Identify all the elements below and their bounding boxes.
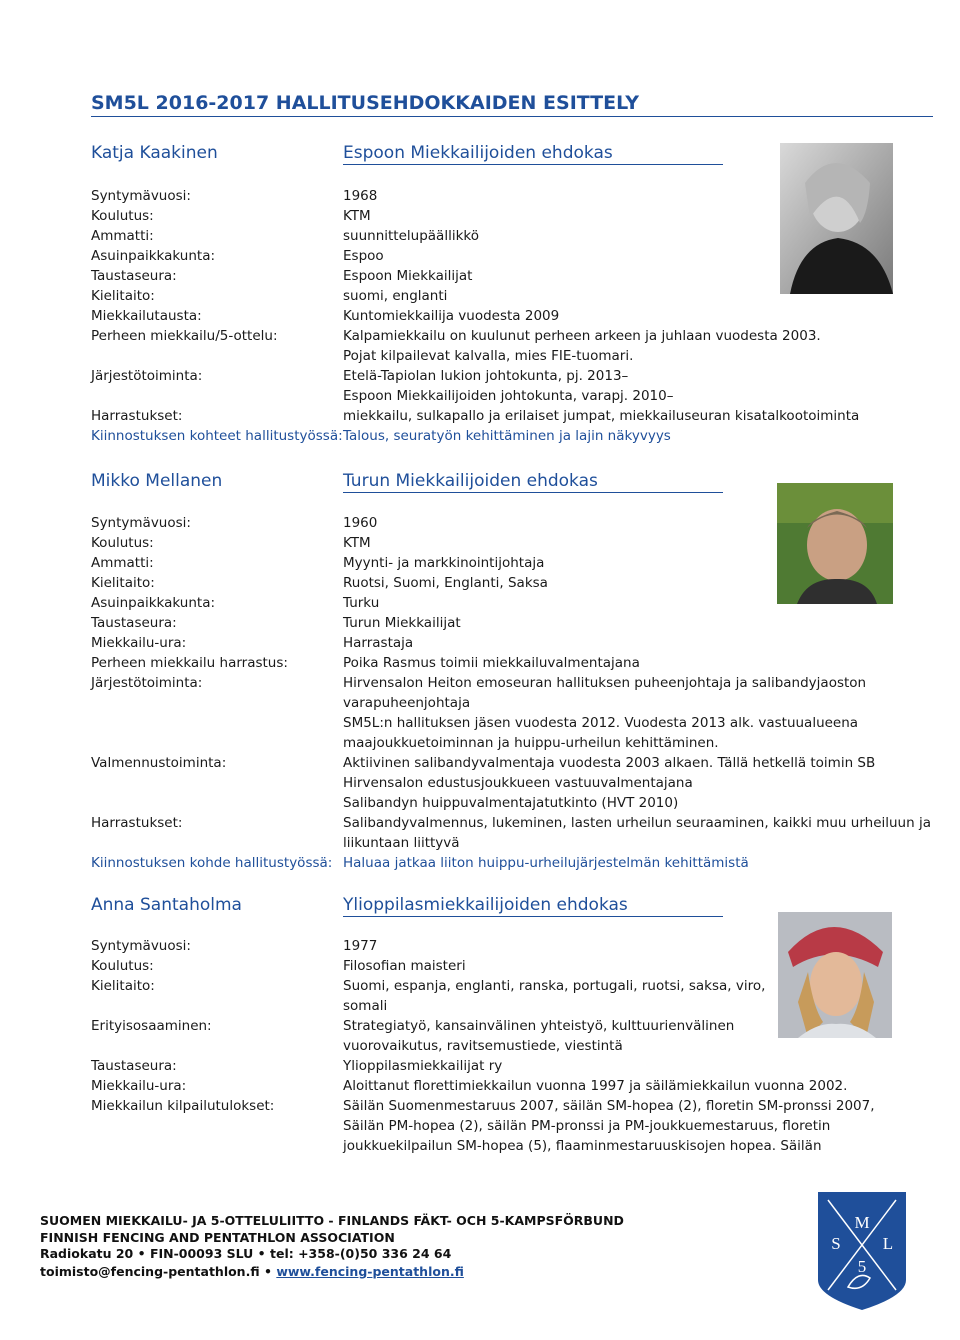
detail-label: Miekkailun kilpailutulokset:	[91, 1098, 275, 1114]
detail-label: Perheen miekkailu harrastus:	[91, 655, 288, 671]
footer-website-link[interactable]: www.fencing-pentathlon.fi	[276, 1264, 464, 1279]
logo-letter-m: M	[854, 1213, 870, 1232]
detail-value: Espoo	[343, 248, 384, 264]
logo-letter-5: 5	[857, 1257, 867, 1276]
detail-value: Säilän Suomenmestaruus 2007, säilän SM-hopea (2), floretin SM-pronssi 2007,	[343, 1098, 875, 1114]
sm5l-logo-graphic	[818, 1192, 906, 1310]
detail-value: 1977	[343, 938, 378, 954]
detail-label: Ammatti:	[91, 555, 154, 571]
detail-value: Turun Miekkailijat	[343, 615, 461, 631]
detail-value: maajoukkuetoiminnan ja huippu-urheilun kehittäminen.	[343, 735, 719, 751]
detail-value: suomi, englanti	[343, 288, 448, 304]
detail-value: Harrastaja	[343, 635, 414, 651]
detail-value: Salibandyvalmennus, lukeminen, lasten urheilun seuraaminen, kaikki muu urheiluun ja	[343, 815, 931, 831]
footer-contact	[40, 1264, 464, 1279]
logo-letter-s: S	[831, 1234, 841, 1253]
candidate-name: Katja Kaakinen	[91, 143, 218, 163]
detail-label: Järjestötoiminta:	[91, 368, 203, 384]
detail-value: Haluaa jatkaa liiton huippu-urheilujärjestelmän kehittämistä	[343, 855, 749, 871]
detail-value: Pojat kilpailevat kalvalla, mies FIE-tuomari.	[343, 348, 634, 364]
candidate-club: Espoon Miekkailijoiden ehdokas	[343, 143, 723, 165]
detail-label: Kielitaito:	[91, 978, 155, 994]
detail-value: Turku	[343, 595, 380, 611]
detail-label: Miekkailu-ura:	[91, 635, 187, 651]
detail-value: Aloittanut florettimiekkailun vuonna 1997 ja säilämiekkailun vuonna 2002.	[343, 1078, 848, 1094]
detail-value: vuorovaikutus, ravitsemustiede, viestintä	[343, 1038, 623, 1054]
detail-value: Espoon Miekkailijoiden johtokunta, varapj. 2010–	[343, 388, 674, 404]
candidate-club: Ylioppilasmiekkailijoiden ehdokas	[343, 895, 723, 917]
detail-value: KTM	[343, 535, 371, 551]
sm5l-logo	[818, 1192, 906, 1310]
logo-letter-l: L	[882, 1234, 894, 1253]
detail-value: Säilän PM-hopea (2), säilän PM-pronssi ja PM-joukkuemestaruus, floretin	[343, 1118, 831, 1134]
detail-value: Talous, seuratyön kehittäminen ja lajin näkyvyys	[343, 428, 671, 444]
detail-value: Myynti- ja markkinointijohtaja	[343, 555, 545, 571]
detail-value: SM5L:n hallituksen jäsen vuodesta 2012. Vuodesta 2013 alk. vastuualueena	[343, 715, 859, 731]
detail-label: Koulutus:	[91, 535, 154, 551]
detail-label: Kiinnostuksen kohde hallitustyössä:	[91, 855, 333, 871]
detail-label: Asuinpaikkakunta:	[91, 595, 216, 611]
detail-value: Hirvensalon edustusjoukkueen vastuuvalmentajana	[343, 775, 693, 791]
detail-value: Ruotsi, Suomi, Englanti, Saksa	[343, 575, 548, 591]
candidate-photo	[780, 143, 893, 294]
detail-value: Strategiatyö, kansainvälinen yhteistyö, kulttuurienvälinen	[343, 1018, 735, 1034]
detail-value: Kalpamiekkailu on kuulunut perheen arkeen ja juhlaan vuodesta 2003.	[343, 328, 821, 344]
detail-value: Ylioppilasmiekkailijat ry	[343, 1058, 503, 1074]
candidate-club: Turun Miekkailijoiden ehdokas	[343, 471, 723, 493]
page-title: SM5L 2016-2017 HALLITUSEHDOKKAIDEN ESITTELY	[91, 92, 933, 117]
candidate-photo	[778, 912, 892, 1038]
detail-value: Salibandyn huippuvalmentajatutkinto (HVT 2010)	[343, 795, 679, 811]
candidate-name: Anna Santaholma	[91, 895, 242, 915]
footer-org-name-en: FINNISH FENCING AND PENTATHLON ASSOCIATION	[40, 1230, 395, 1245]
detail-label: Syntymävuosi:	[91, 938, 191, 954]
detail-label: Syntymävuosi:	[91, 188, 191, 204]
detail-label: Taustaseura:	[91, 1058, 177, 1074]
detail-label: Järjestötoiminta:	[91, 675, 203, 691]
detail-label: Harrastukset:	[91, 815, 183, 831]
detail-label: Valmennustoiminta:	[91, 755, 227, 771]
detail-label: Koulutus:	[91, 208, 154, 224]
footer-email[interactable]: toimisto@fencing-pentathlon.fi	[40, 1264, 260, 1279]
candidate-photo	[777, 483, 893, 604]
detail-value: Etelä-Tapiolan lukion johtokunta, pj. 2013–	[343, 368, 629, 384]
footer-separator: •	[263, 1264, 272, 1279]
detail-value: joukkuekilpailun SM-hopea (5), flaaminmestaruuskisojen hopea. Säilän	[343, 1138, 822, 1154]
detail-label: Kielitaito:	[91, 288, 155, 304]
detail-label: Asuinpaikkakunta:	[91, 248, 216, 264]
detail-label: Kielitaito:	[91, 575, 155, 591]
detail-label: Taustaseura:	[91, 615, 177, 631]
detail-value: liikuntaan liittyvä	[343, 835, 460, 851]
detail-label: Kiinnostuksen kohteet hallitustyössä:	[91, 428, 343, 444]
detail-value: suunnittelupäällikkö	[343, 228, 479, 244]
detail-value: Espoon Miekkailijat	[343, 268, 473, 284]
detail-label: Miekkailu-ura:	[91, 1078, 187, 1094]
detail-value: Aktiivinen salibandyvalmentaja vuodesta 2003 alkaen. Tällä hetkellä toimin SB	[343, 755, 876, 771]
detail-value: Poika Rasmus toimii miekkailuvalmentajana	[343, 655, 640, 671]
detail-label: Harrastukset:	[91, 408, 183, 424]
candidate-name: Mikko Mellanen	[91, 471, 223, 491]
detail-value: KTM	[343, 208, 371, 224]
detail-label: Miekkailutausta:	[91, 308, 202, 324]
detail-value: somali	[343, 998, 388, 1014]
detail-label: Taustaseura:	[91, 268, 177, 284]
detail-value: Suomi, espanja, englanti, ranska, portugali, ruotsi, saksa, viro,	[343, 978, 766, 994]
detail-value: miekkailu, sulkapallo ja erilaiset jumpat, miekkailuseuran kisatalkootoiminta	[343, 408, 860, 424]
footer-org-name: SUOMEN MIEKKAILU- JA 5-OTTELULIITTO - FINLANDS FÄKT- OCH 5-KAMPSFÖRBUND	[40, 1213, 624, 1228]
detail-label: Erityisosaaminen:	[91, 1018, 212, 1034]
detail-label: Syntymävuosi:	[91, 515, 191, 531]
detail-label: Ammatti:	[91, 228, 154, 244]
detail-label: Perheen miekkailu/5-ottelu:	[91, 328, 278, 344]
detail-value: Hirvensalon Heiton emoseuran hallituksen puheenjohtaja ja salibandyjaoston	[343, 675, 867, 691]
detail-label: Koulutus:	[91, 958, 154, 974]
detail-value: Filosofian maisteri	[343, 958, 466, 974]
detail-value: Kuntomiekkailija vuodesta 2009	[343, 308, 560, 324]
footer-address: Radiokatu 20 • FIN-00093 SLU • tel: +358-(0)50 336 24 64	[40, 1246, 452, 1261]
detail-value: 1960	[343, 515, 378, 531]
detail-value: varapuheenjohtaja	[343, 695, 471, 711]
detail-value: 1968	[343, 188, 378, 204]
